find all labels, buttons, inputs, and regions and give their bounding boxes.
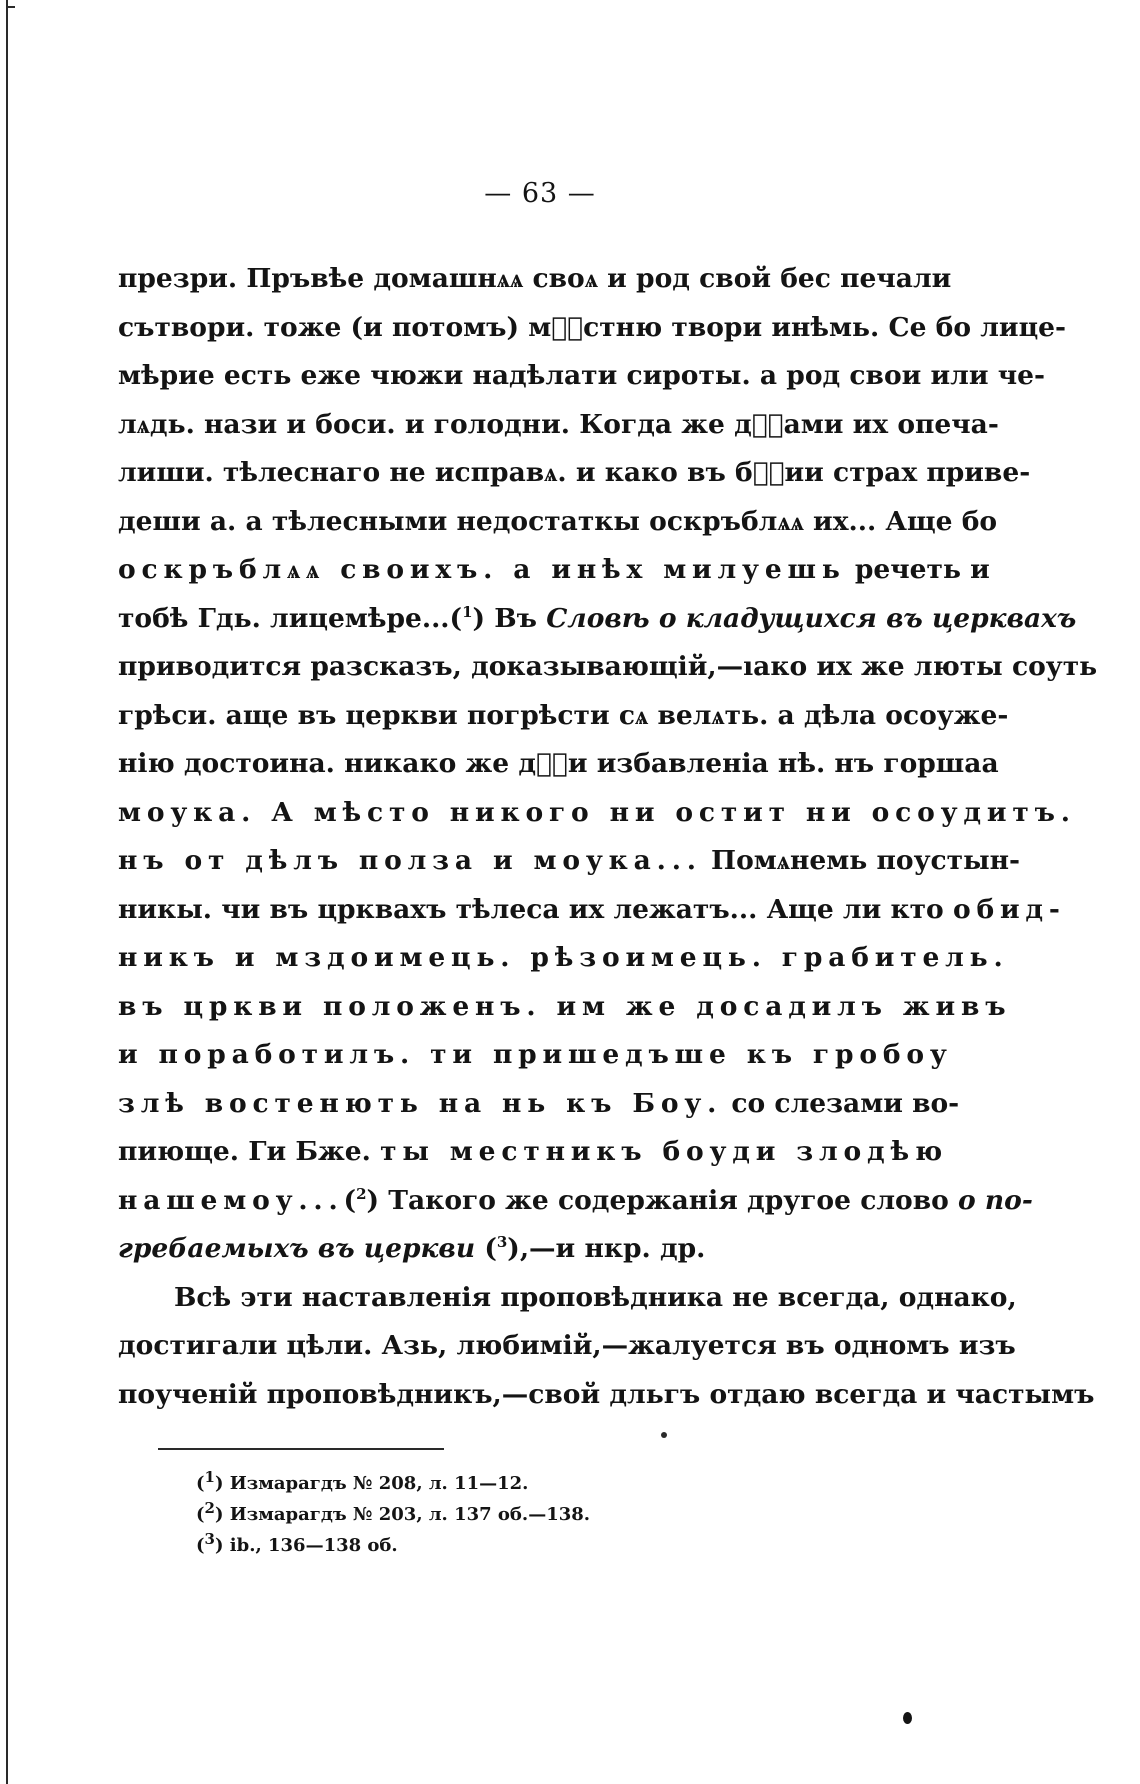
footnotes — [196, 1468, 590, 1561]
text-line: деши а. а тѣлесными недостаткы оскръблѧѧ их... Аще бо — [118, 505, 998, 537]
text-line — [118, 934, 1009, 983]
text-run: нашемоу... — [118, 1184, 344, 1216]
text-run: никы. чи въ црквахъ тѣлеса их лежатъ... Аще ли кто — [118, 893, 953, 925]
footnote-text: Измарагдъ № 203, л. 137 об.—138. — [229, 1504, 591, 1525]
text-run: о по- — [958, 1184, 1033, 1216]
text-line: достигали цѣли. Азь, любимій,—жалуется въ одномъ изъ — [118, 1330, 1016, 1361]
text-line — [118, 789, 1076, 838]
text-run: обид- — [952, 893, 1066, 925]
footnote-text: Измарагдъ № 208, л. 11—12. — [229, 1473, 529, 1494]
text-line — [118, 595, 1077, 644]
text-run: тобѣ Гдь. лицемѣре...( — [118, 602, 463, 634]
text-line: лиши. тѣлеснаго не исправѧ. и како въ бⷤ҇ии страх приве- — [118, 457, 1031, 488]
text-run: ( — [343, 1184, 357, 1216]
footnote-ref: 1 — [462, 602, 473, 621]
text-line: мѣрие есть еже чюжи надѣлати сироты. а род свои или че- — [118, 360, 1045, 391]
footnote: ($^3$) ib., 136—138 об. — [196, 1530, 398, 1556]
footnote-mark: 2 — [204, 1499, 215, 1517]
text-line — [118, 546, 990, 595]
text-line: сътвори. тоже (и потомъ) мⷧ҇стню твори инѣмь. Се бо лице- — [118, 311, 1067, 343]
text-line: нію достоина. никако же дⷲ҇и избавленіа нѣ. нъ горшаа — [118, 748, 999, 779]
text-run: со слезами во- — [722, 1087, 960, 1119]
text-run: моука. А мѣсто никого ни остит ни осоудитъ. — [118, 796, 1076, 828]
text-run: ) Въ — [472, 602, 547, 634]
text-run: ты местникъ боуди злодѣю — [380, 1136, 949, 1167]
text-line: презри. Пръвѣе домашнѧѧ своѧ и род свой бес печали — [118, 263, 952, 294]
text-run: пиюще. Ги Бже. — [118, 1136, 381, 1167]
text-line: Всѣ эти наставленія проповѣдника не всегда, однако, — [174, 1281, 1017, 1313]
text-line — [118, 1080, 960, 1129]
footnote-ref: 2 — [356, 1184, 367, 1203]
text-line — [118, 837, 1021, 886]
footnote: ($^2$) Измарагдъ № 203, л. 137 об.—138. — [196, 1499, 591, 1525]
page-edge-tick — [6, 6, 15, 8]
text-run: ) Такого же содержанія другое слово — [366, 1184, 959, 1216]
text-run: Словѣ о кладущихся въ церквахъ — [546, 602, 1077, 634]
text-line — [118, 1031, 953, 1080]
text-run: и поработилъ. ти пришедъше къ гробоу — [118, 1039, 953, 1070]
footnote-mark: 3 — [204, 1530, 215, 1548]
footnote-mark: 1 — [204, 1468, 215, 1486]
text-line — [118, 886, 1066, 935]
text-line — [118, 1177, 1033, 1226]
text-run: злѣ востенють на нь къ Боу. — [118, 1087, 723, 1119]
text-run: Помѧнемь поустын- — [701, 845, 1021, 876]
footnote-text: ib., 136—138 об. — [229, 1535, 398, 1556]
text-line: лѧдь. нази и боси. и голодни. Когда же дⷲ҇ами их опеча- — [118, 408, 999, 440]
ink-dot-bottom — [903, 1712, 912, 1724]
page-edge-line — [6, 0, 8, 1784]
text-run: ( — [475, 1233, 497, 1264]
text-line: поученій проповѣдникъ,—свой дльгъ отдаю всегда и частымъ — [118, 1378, 1095, 1410]
footnote-ref: 3 — [496, 1233, 508, 1252]
text-run: речеть и — [845, 554, 990, 585]
text-run: нъ от дѣлъ полза и моука... — [118, 845, 702, 876]
text-line: грѣси. аще въ церкви погрѣсти сѧ велѧть. а дѣла осоуже- — [118, 699, 1009, 731]
page-number: — 63 — — [484, 178, 596, 209]
text-run: въ цркви положенъ. им же досадилъ живъ — [118, 990, 1012, 1022]
ink-dot — [661, 1432, 667, 1438]
body-text — [118, 255, 1098, 1419]
footnote: ($^1$) Измарагдъ № 208, л. 11—12. — [196, 1468, 529, 1494]
text-line — [118, 1225, 940, 1274]
text-line — [118, 983, 1012, 1032]
text-line — [118, 1128, 949, 1177]
text-run: ),—и нкр. др. — [507, 1233, 706, 1264]
text-run: никъ и мздоимець. рѣзоимець. грабитель. — [118, 942, 1009, 973]
text-line: приводится разсказъ, доказывающій,—ıако их же люты соуть — [118, 651, 1098, 682]
footnote-separator — [158, 1448, 444, 1450]
text-run: гребаемыхъ въ церкви — [118, 1233, 476, 1264]
text-run: оскръблѧѧ своихъ. а инѣх милуешь — [118, 554, 846, 585]
